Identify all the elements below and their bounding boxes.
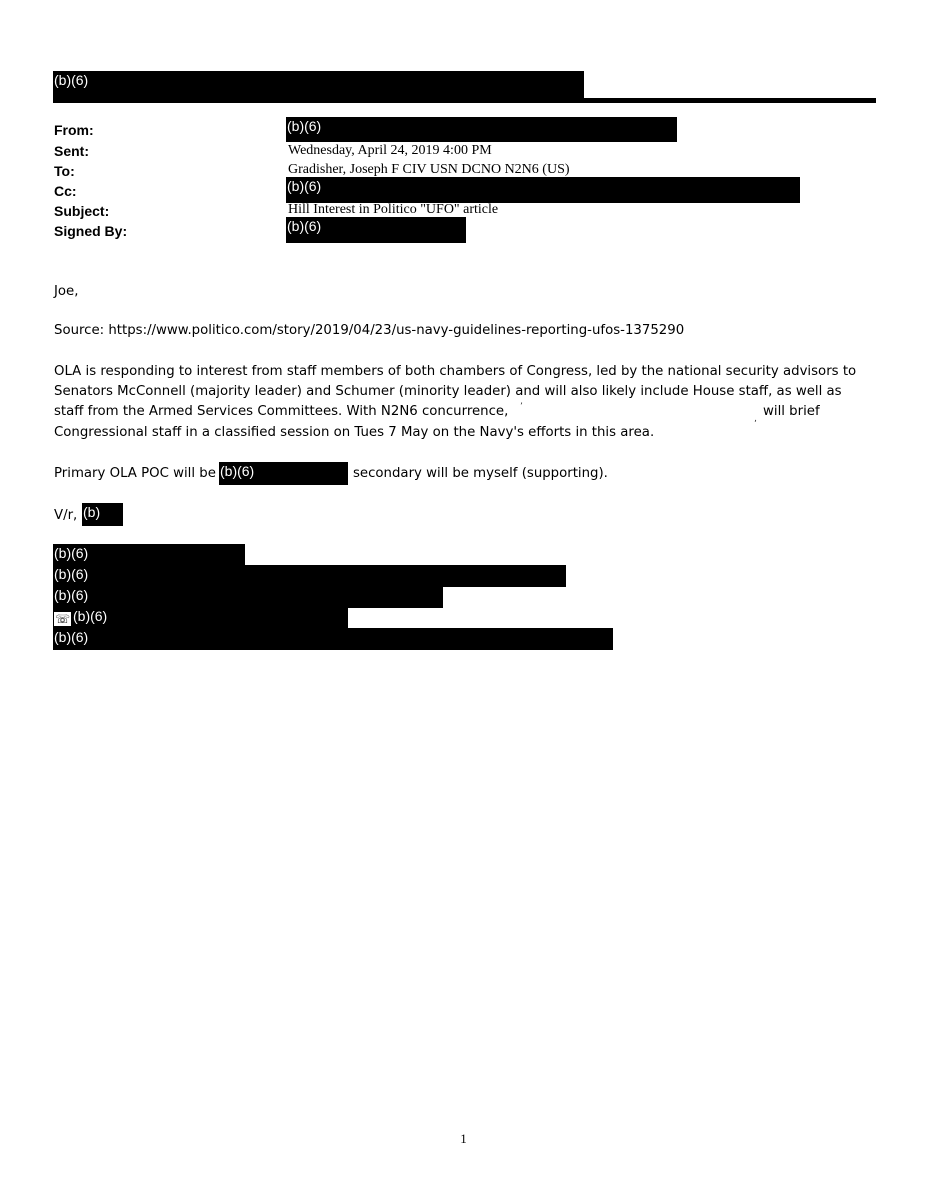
subject-value: Hill Interest in Politico "UFO" article — [288, 202, 499, 217]
page-number: 1 — [460, 1131, 467, 1146]
subject-label: Subject: — [54, 203, 110, 219]
signed-by-label: Signed By: — [54, 223, 128, 239]
signed-by-redaction: (b)(6) — [286, 217, 466, 243]
closing-redaction: (b) — [82, 503, 123, 526]
to-label: To: — [54, 163, 75, 179]
paragraph-line-1: OLA is responding to interest from staff members of both chambers of Congress, led by the national security advisors to — [54, 364, 857, 379]
from-redaction: (b)(6) — [286, 117, 677, 142]
cc-redaction: (b)(6) — [286, 177, 800, 203]
paragraph-line-3-end: will brief — [763, 404, 820, 419]
signature-line-1: (b)(6) — [53, 544, 245, 566]
signature-line-4 — [53, 607, 348, 628]
phone-icon: ☏ — [54, 612, 70, 626]
paragraph-line-4: Congressional staff in a classified session on Tues 7 May on the Navy's efforts in this area. — [54, 425, 655, 440]
cc-label: Cc: — [54, 183, 77, 199]
header-redaction: (b)(6) — [53, 71, 584, 98]
redaction-mark-left: ʼ — [520, 402, 523, 412]
closing: V/r, — [54, 508, 78, 523]
poc-suffix: secondary will be myself (supporting). — [353, 466, 608, 481]
signature-line-3: (b)(6) — [53, 586, 443, 608]
poc-redaction: (b)(6) — [219, 462, 348, 485]
redaction-mark-right: ‚ — [754, 414, 757, 424]
greeting: Joe, — [54, 284, 79, 299]
source-link: Source: https://www.politico.com/story/2019/04/23/us-navy-guidelines-reporting-ufos-1375290 — [54, 323, 685, 338]
sent-value: Wednesday, April 24, 2019 4:00 PM — [288, 143, 492, 158]
from-label: From: — [54, 122, 94, 138]
signature-line-4-text: (b)(6) — [73, 608, 108, 624]
poc-prefix: Primary OLA POC will be — [54, 466, 216, 481]
paragraph-line-3: staff from the Armed Services Committees. With N2N6 concurrence, — [54, 404, 509, 419]
paragraph-line-2: Senators McConnell (majority leader) and Schumer (minority leader) and will also likely include House staff, as well as — [54, 384, 842, 399]
to-value: Gradisher, Joseph F CIV USN DCNO N2N6 (US) — [288, 162, 570, 177]
header-rule — [53, 98, 876, 103]
sent-label: Sent: — [54, 143, 89, 159]
signature-line-5: (b)(6) — [53, 628, 613, 650]
signature-line-2: (b)(6) — [53, 565, 566, 587]
